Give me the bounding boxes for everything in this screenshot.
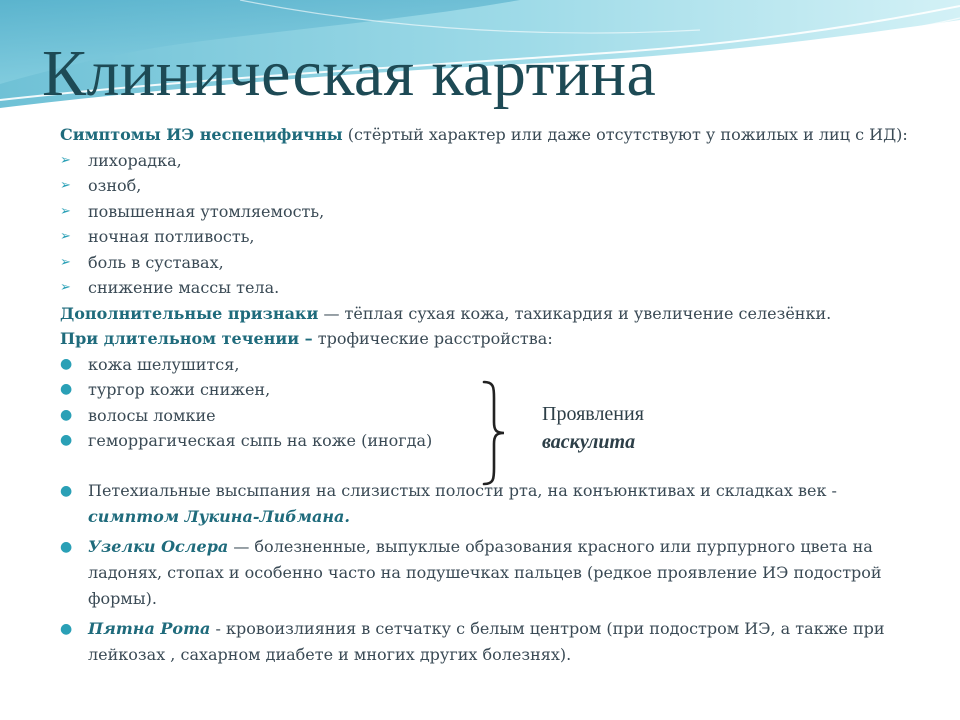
list-item: ● Пятна Рота - кровоизлияния в сетчатку с белым центром (при подостром ИЭ, а также при лейкозах , сахарном диабете и многих других болезнях). <box>60 616 910 668</box>
list-item: ● волосы ломкие <box>60 403 910 429</box>
intro-paragraph <box>60 122 910 148</box>
list-item: ● Петехиальные высыпания на слизистых полости рта, на конъюнктивах и складках век - симптом Лукина-Либмана. <box>60 478 910 530</box>
list-item: ➢ ночная потливость, <box>60 224 910 250</box>
additional-signs: Дополнительные признаки — тёплая сухая кожа, тахикардия и увеличение селезёнки. <box>60 303 832 323</box>
list-item: ➢ повышенная утомляемость, <box>60 199 910 225</box>
arrow-bullet-icon: ➢ <box>60 229 71 244</box>
arrow-bullet-icon: ➢ <box>60 254 71 270</box>
list-item: ➢ озноб, <box>60 173 910 199</box>
signs-list <box>60 478 910 668</box>
dot-bullet-icon: ● <box>60 620 73 637</box>
dot-bullet-icon: ● <box>60 355 73 372</box>
arrow-bullet-icon: ➢ <box>60 178 71 193</box>
arrow-bullet-icon: ➢ <box>60 203 71 219</box>
vasculitis-label: Проявления васкулита <box>542 403 644 453</box>
right-brace-icon <box>478 378 508 488</box>
prolonged-course: При длительном течении – трофические расстройства: <box>60 329 553 348</box>
list-item: ● кожа шелушится, <box>60 352 910 378</box>
arrow-bullet-icon: ➢ <box>60 280 71 295</box>
arrow-bullet-icon: ➢ <box>60 152 71 168</box>
list-item: ● геморрагическая сыпь на коже (иногда) <box>60 428 910 454</box>
page-title: Клиническая картина <box>42 37 657 110</box>
dot-bullet-icon: ● <box>60 381 73 397</box>
dot-bullet-icon: ● <box>60 538 73 555</box>
list-item: ● тургор кожи снижен, <box>60 377 910 403</box>
list-item: ➢ лихорадка, <box>60 148 910 174</box>
intro-rest: (стёртый характер или даже отсутствуют у пожилых и лиц с ИД): <box>342 125 908 144</box>
dot-bullet-icon: ● <box>60 432 73 448</box>
list-item: ● Узелки Ослера — болезненные, выпуклые образования красного или пурпурного цвета на ладонях, стопах и особенно часто на подушечках пальцев (редкое проявление ИЭ подострой формы). <box>60 534 910 612</box>
list-item: ➢ снижение массы тела. <box>60 275 910 301</box>
dot-bullet-icon: ● <box>60 482 73 499</box>
symptoms-list <box>60 148 910 301</box>
intro-bold: Симптомы ИЭ неспецифичны <box>60 125 343 144</box>
dot-bullet-icon: ● <box>60 406 73 423</box>
list-item: ➢ боль в суставах, <box>60 250 910 276</box>
